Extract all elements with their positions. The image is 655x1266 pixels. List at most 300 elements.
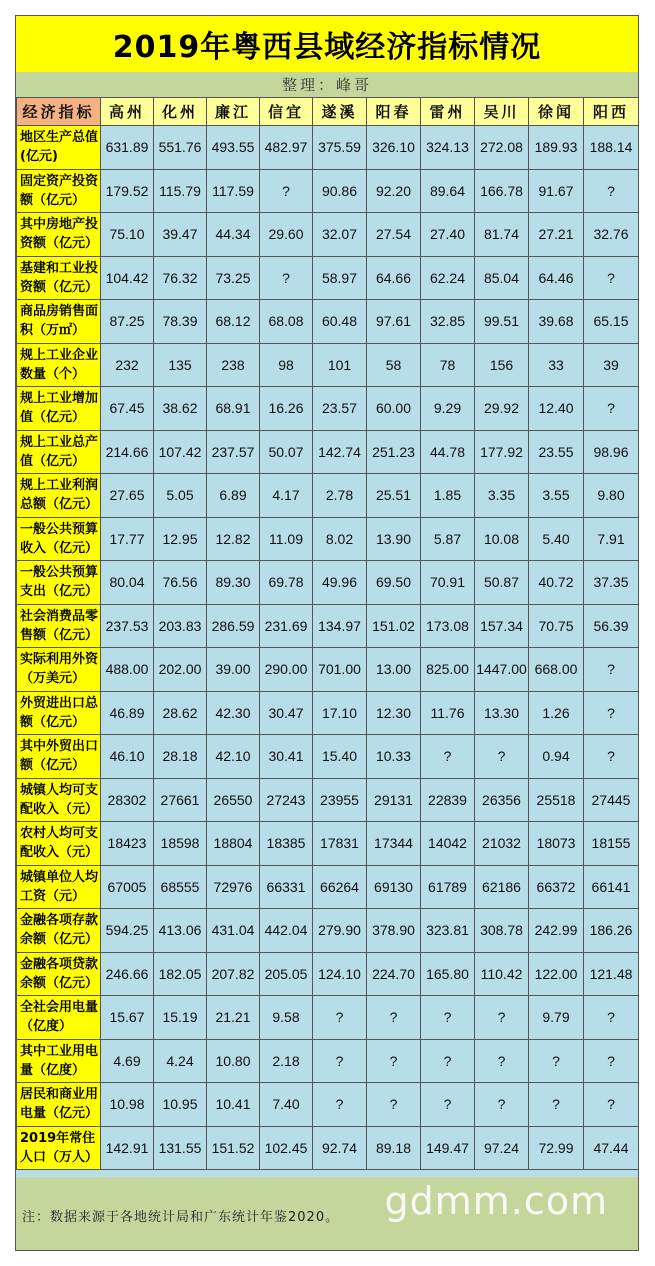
indicator-label: 一般公共预算支出（亿元） [17, 561, 101, 605]
value-cell: 11.76 [421, 691, 475, 735]
value-cell: 231.69 [260, 604, 313, 648]
value-cell: 68.91 [207, 387, 260, 431]
value-cell: 50.07 [260, 430, 313, 474]
header-county: 遂溪 [313, 98, 367, 126]
value-cell: 67.45 [101, 387, 154, 431]
table-row [17, 865, 639, 909]
value-cell: 18423 [101, 822, 154, 866]
value-cell: 151.52 [207, 1126, 260, 1170]
value-cell: 66331 [260, 865, 313, 909]
value-cell: 290.00 [260, 648, 313, 692]
value-cell: 69130 [367, 865, 421, 909]
indicator-label: 其中工业用电量（亿度） [17, 1039, 101, 1083]
table-row [17, 1083, 639, 1127]
value-cell: 75.10 [101, 213, 154, 257]
value-cell: 67005 [101, 865, 154, 909]
value-cell: 17.10 [313, 691, 367, 735]
value-cell: 12.30 [367, 691, 421, 735]
indicator-label: 全社会用电量（亿度） [17, 996, 101, 1040]
table-row [17, 909, 639, 953]
value-cell: 272.08 [475, 126, 529, 170]
value-cell: 27445 [584, 778, 639, 822]
value-cell: 18155 [584, 822, 639, 866]
table-row [17, 213, 639, 257]
value-cell: ? [367, 996, 421, 1040]
value-cell: ? [529, 1083, 584, 1127]
indicator-label: 社会消费品零售额（亿元） [17, 604, 101, 648]
value-cell: ? [584, 387, 639, 431]
table-row [17, 300, 639, 344]
value-cell: 25.51 [367, 474, 421, 518]
value-cell: ? [584, 169, 639, 213]
value-cell: 6.89 [207, 474, 260, 518]
value-cell: 166.78 [475, 169, 529, 213]
value-cell: 205.05 [260, 952, 313, 996]
value-cell: 18804 [207, 822, 260, 866]
table-row [17, 561, 639, 605]
footer [16, 1177, 638, 1250]
value-cell: 27.21 [529, 213, 584, 257]
value-cell: 28.18 [154, 735, 207, 779]
watermark: gdmm.com [384, 1179, 608, 1223]
value-cell: ? [421, 735, 475, 779]
value-cell: 286.59 [207, 604, 260, 648]
value-cell: 66264 [313, 865, 367, 909]
value-cell: 5.05 [154, 474, 207, 518]
value-cell: 131.55 [154, 1126, 207, 1170]
indicator-label: 2019年常住人口（万人） [17, 1126, 101, 1170]
value-cell: 9.80 [584, 474, 639, 518]
value-cell: 66372 [529, 865, 584, 909]
value-cell: 62186 [475, 865, 529, 909]
value-cell: 232 [101, 343, 154, 387]
value-cell: ? [584, 1083, 639, 1127]
indicator-label: 居民和商业用电量（亿元） [17, 1083, 101, 1127]
header-row [17, 98, 639, 126]
table-row [17, 648, 639, 692]
value-cell: 7.91 [584, 517, 639, 561]
value-cell: 189.93 [529, 126, 584, 170]
value-cell: 46.10 [101, 735, 154, 779]
value-cell: 207.82 [207, 952, 260, 996]
value-cell: 39 [584, 343, 639, 387]
value-cell: 0.94 [529, 735, 584, 779]
value-cell: 78.39 [154, 300, 207, 344]
value-cell: 413.06 [154, 909, 207, 953]
value-cell: 30.47 [260, 691, 313, 735]
value-cell: 246.66 [101, 952, 154, 996]
value-cell: 97.61 [367, 300, 421, 344]
indicator-label: 地区生产总值(亿元) [17, 126, 101, 170]
value-cell: 97.24 [475, 1126, 529, 1170]
indicator-label: 商品房销售面积（万㎡） [17, 300, 101, 344]
value-cell: 50.87 [475, 561, 529, 605]
value-cell: 378.90 [367, 909, 421, 953]
indicator-label: 金融各项贷款余额（亿元） [17, 952, 101, 996]
table-row [17, 474, 639, 518]
value-cell: 89.30 [207, 561, 260, 605]
value-cell: 81.74 [475, 213, 529, 257]
value-cell: 40.72 [529, 561, 584, 605]
value-cell: 61789 [421, 865, 475, 909]
value-cell: 87.25 [101, 300, 154, 344]
value-cell: ? [367, 1083, 421, 1127]
table-row [17, 691, 639, 735]
value-cell: 142.91 [101, 1126, 154, 1170]
value-cell: 68.08 [260, 300, 313, 344]
value-cell: 64.46 [529, 256, 584, 300]
value-cell: 91.67 [529, 169, 584, 213]
value-cell: 431.04 [207, 909, 260, 953]
value-cell: 242.99 [529, 909, 584, 953]
value-cell: 151.02 [367, 604, 421, 648]
header-county: 信宜 [260, 98, 313, 126]
value-cell: ? [475, 996, 529, 1040]
value-cell: 28.62 [154, 691, 207, 735]
value-cell: ? [475, 735, 529, 779]
value-cell: 18598 [154, 822, 207, 866]
header-county: 高州 [101, 98, 154, 126]
value-cell: 89.18 [367, 1126, 421, 1170]
value-cell: 29.92 [475, 387, 529, 431]
value-cell: 10.41 [207, 1083, 260, 1127]
indicator-label: 规上工业利润总额（亿元） [17, 474, 101, 518]
value-cell: 80.04 [101, 561, 154, 605]
value-cell: 18385 [260, 822, 313, 866]
value-cell: 5.87 [421, 517, 475, 561]
value-cell: 12.82 [207, 517, 260, 561]
value-cell: 5.40 [529, 517, 584, 561]
value-cell: ? [313, 1083, 367, 1127]
indicator-label: 城镇人均可支配收入（元） [17, 778, 101, 822]
value-cell: 99.51 [475, 300, 529, 344]
value-cell: 58 [367, 343, 421, 387]
table-row [17, 735, 639, 779]
indicator-label: 实际利用外资（万美元） [17, 648, 101, 692]
value-cell: 76.32 [154, 256, 207, 300]
value-cell: ? [421, 1039, 475, 1083]
value-cell: 58.97 [313, 256, 367, 300]
value-cell: 68555 [154, 865, 207, 909]
indicator-label: 规上工业总产值（亿元） [17, 430, 101, 474]
value-cell: 9.58 [260, 996, 313, 1040]
value-cell: 26356 [475, 778, 529, 822]
indicator-label: 固定资产投资额（亿元） [17, 169, 101, 213]
value-cell: 72976 [207, 865, 260, 909]
value-cell: 7.40 [260, 1083, 313, 1127]
value-cell: 62.24 [421, 256, 475, 300]
value-cell: ? [584, 648, 639, 692]
value-cell: 177.92 [475, 430, 529, 474]
value-cell: 89.64 [421, 169, 475, 213]
value-cell: 65.15 [584, 300, 639, 344]
indicator-label: 一般公共预算收入（亿元） [17, 517, 101, 561]
value-cell: ? [260, 256, 313, 300]
value-cell: 8.02 [313, 517, 367, 561]
value-cell: 29131 [367, 778, 421, 822]
value-cell: 70.91 [421, 561, 475, 605]
value-cell: ? [584, 256, 639, 300]
value-cell: 17.77 [101, 517, 154, 561]
value-cell: 76.56 [154, 561, 207, 605]
value-cell: ? [260, 169, 313, 213]
value-cell: 157.34 [475, 604, 529, 648]
value-cell: 488.00 [101, 648, 154, 692]
value-cell: 27.40 [421, 213, 475, 257]
value-cell: 27661 [154, 778, 207, 822]
value-cell: 279.90 [313, 909, 367, 953]
value-cell: 326.10 [367, 126, 421, 170]
header-county: 阳西 [584, 98, 639, 126]
value-cell: 32.76 [584, 213, 639, 257]
table-row [17, 343, 639, 387]
value-cell: 251.23 [367, 430, 421, 474]
value-cell: 21.21 [207, 996, 260, 1040]
value-cell: 182.05 [154, 952, 207, 996]
value-cell: 825.00 [421, 648, 475, 692]
value-cell: 179.52 [101, 169, 154, 213]
table-row [17, 604, 639, 648]
indicator-label: 外贸进出口总额（亿元） [17, 691, 101, 735]
value-cell: 12.95 [154, 517, 207, 561]
value-cell: 10.98 [101, 1083, 154, 1127]
value-cell: 224.70 [367, 952, 421, 996]
value-cell: 668.00 [529, 648, 584, 692]
value-cell: 17344 [367, 822, 421, 866]
table-row [17, 1126, 639, 1170]
value-cell: 122.00 [529, 952, 584, 996]
value-cell: 98 [260, 343, 313, 387]
value-cell: 9.79 [529, 996, 584, 1040]
value-cell: 49.96 [313, 561, 367, 605]
value-cell: 13.90 [367, 517, 421, 561]
value-cell: 42.10 [207, 735, 260, 779]
value-cell: 701.00 [313, 648, 367, 692]
value-cell: 186.26 [584, 909, 639, 953]
source-note: 注：数据来源于各地统计局和广东统计年鉴2020。 [22, 1210, 340, 1225]
value-cell: 56.39 [584, 604, 639, 648]
value-cell: 115.79 [154, 169, 207, 213]
indicator-label: 基建和工业投资额（亿元） [17, 256, 101, 300]
table-row [17, 778, 639, 822]
indicator-label: 其中房地产投资额（亿元） [17, 213, 101, 257]
value-cell: 39.00 [207, 648, 260, 692]
value-cell: 29.60 [260, 213, 313, 257]
value-cell: ? [475, 1083, 529, 1127]
value-cell: 11.09 [260, 517, 313, 561]
indicator-label: 城镇单位人均工资（元） [17, 865, 101, 909]
value-cell: 4.69 [101, 1039, 154, 1083]
value-cell: 238 [207, 343, 260, 387]
spreadsheet [15, 15, 639, 1251]
value-cell: 1.26 [529, 691, 584, 735]
value-cell: 482.97 [260, 126, 313, 170]
value-cell: 631.89 [101, 126, 154, 170]
value-cell: 104.42 [101, 256, 154, 300]
table-row [17, 996, 639, 1040]
value-cell: 203.83 [154, 604, 207, 648]
value-cell: 46.89 [101, 691, 154, 735]
value-cell: 1.85 [421, 474, 475, 518]
value-cell: 69.50 [367, 561, 421, 605]
value-cell: 16.26 [260, 387, 313, 431]
value-cell: 237.53 [101, 604, 154, 648]
value-cell: 4.24 [154, 1039, 207, 1083]
value-cell: 324.13 [421, 126, 475, 170]
value-cell: 493.55 [207, 126, 260, 170]
indicator-label: 金融各项存款余额（亿元） [17, 909, 101, 953]
table-row [17, 822, 639, 866]
value-cell: 594.25 [101, 909, 154, 953]
value-cell: 60.00 [367, 387, 421, 431]
value-cell: 110.42 [475, 952, 529, 996]
value-cell: 98.96 [584, 430, 639, 474]
value-cell: 22839 [421, 778, 475, 822]
value-cell: 1447.00 [475, 648, 529, 692]
value-cell: 32.85 [421, 300, 475, 344]
value-cell: 173.08 [421, 604, 475, 648]
indicator-label: 其中外贸出口额（亿元） [17, 735, 101, 779]
value-cell: ? [367, 1039, 421, 1083]
value-cell: 134.97 [313, 604, 367, 648]
value-cell: 551.76 [154, 126, 207, 170]
value-cell: 33 [529, 343, 584, 387]
value-cell: 68.12 [207, 300, 260, 344]
value-cell: 308.78 [475, 909, 529, 953]
table-row [17, 517, 639, 561]
value-cell: 44.78 [421, 430, 475, 474]
value-cell: 92.74 [313, 1126, 367, 1170]
value-cell: 72.99 [529, 1126, 584, 1170]
indicator-table [16, 97, 639, 1170]
table-row [17, 387, 639, 431]
table-row [17, 169, 639, 213]
value-cell: 12.40 [529, 387, 584, 431]
value-cell: 37.35 [584, 561, 639, 605]
value-cell: 39.47 [154, 213, 207, 257]
value-cell: 38.62 [154, 387, 207, 431]
value-cell: 9.29 [421, 387, 475, 431]
value-cell: 3.35 [475, 474, 529, 518]
indicator-label: 规上工业企业数量（个） [17, 343, 101, 387]
table-row [17, 1039, 639, 1083]
value-cell: 23.57 [313, 387, 367, 431]
sheet-subtitle: 整理：峰哥 [16, 72, 638, 98]
value-cell: 101 [313, 343, 367, 387]
value-cell: 165.80 [421, 952, 475, 996]
value-cell: 202.00 [154, 648, 207, 692]
value-cell: 149.47 [421, 1126, 475, 1170]
value-cell: 27.65 [101, 474, 154, 518]
value-cell: 23.55 [529, 430, 584, 474]
value-cell: 73.25 [207, 256, 260, 300]
value-cell: 27.54 [367, 213, 421, 257]
value-cell: 13.30 [475, 691, 529, 735]
value-cell: 237.57 [207, 430, 260, 474]
value-cell: 124.10 [313, 952, 367, 996]
value-cell: 90.86 [313, 169, 367, 213]
value-cell: ? [584, 691, 639, 735]
value-cell: 107.42 [154, 430, 207, 474]
value-cell: 10.08 [475, 517, 529, 561]
value-cell: 30.41 [260, 735, 313, 779]
value-cell: 18073 [529, 822, 584, 866]
value-cell: 26550 [207, 778, 260, 822]
value-cell: 44.34 [207, 213, 260, 257]
header-county: 雷州 [421, 98, 475, 126]
value-cell: 10.33 [367, 735, 421, 779]
value-cell: 323.81 [421, 909, 475, 953]
value-cell: 15.19 [154, 996, 207, 1040]
header-indicator: 经济指标 [17, 98, 101, 126]
value-cell: ? [313, 1039, 367, 1083]
value-cell: 142.74 [313, 430, 367, 474]
header-county: 徐闻 [529, 98, 584, 126]
value-cell: 102.45 [260, 1126, 313, 1170]
value-cell: 10.80 [207, 1039, 260, 1083]
indicator-label: 农村人均可支配收入（元） [17, 822, 101, 866]
value-cell: 69.78 [260, 561, 313, 605]
value-cell: 135 [154, 343, 207, 387]
value-cell: 39.68 [529, 300, 584, 344]
header-county: 廉江 [207, 98, 260, 126]
value-cell: 14042 [421, 822, 475, 866]
value-cell: 4.17 [260, 474, 313, 518]
value-cell: 78 [421, 343, 475, 387]
value-cell: 442.04 [260, 909, 313, 953]
table-body [17, 126, 639, 1170]
value-cell: ? [421, 996, 475, 1040]
value-cell: 28302 [101, 778, 154, 822]
value-cell: ? [584, 735, 639, 779]
value-cell: ? [584, 996, 639, 1040]
value-cell: 64.66 [367, 256, 421, 300]
value-cell: 92.20 [367, 169, 421, 213]
value-cell: 66141 [584, 865, 639, 909]
value-cell: 70.75 [529, 604, 584, 648]
value-cell: ? [584, 1039, 639, 1083]
value-cell: 117.59 [207, 169, 260, 213]
value-cell: 27243 [260, 778, 313, 822]
value-cell: 156 [475, 343, 529, 387]
value-cell: 42.30 [207, 691, 260, 735]
value-cell: 121.48 [584, 952, 639, 996]
value-cell: 2.18 [260, 1039, 313, 1083]
value-cell: ? [313, 996, 367, 1040]
value-cell: 13.00 [367, 648, 421, 692]
header-county: 阳春 [367, 98, 421, 126]
table-row [17, 126, 639, 170]
value-cell: ? [475, 1039, 529, 1083]
value-cell: 32.07 [313, 213, 367, 257]
header-county: 化州 [154, 98, 207, 126]
value-cell: 15.67 [101, 996, 154, 1040]
table-row [17, 430, 639, 474]
value-cell: ? [421, 1083, 475, 1127]
value-cell: 47.44 [584, 1126, 639, 1170]
value-cell: 17831 [313, 822, 367, 866]
value-cell: 188.14 [584, 126, 639, 170]
value-cell: 25518 [529, 778, 584, 822]
value-cell: 15.40 [313, 735, 367, 779]
value-cell: 21032 [475, 822, 529, 866]
table-row [17, 256, 639, 300]
value-cell: 375.59 [313, 126, 367, 170]
sheet-title: 2019年粤西县域经济指标情况 [16, 16, 638, 73]
indicator-label: 规上工业增加值（亿元） [17, 387, 101, 431]
value-cell: 214.66 [101, 430, 154, 474]
value-cell: 60.48 [313, 300, 367, 344]
